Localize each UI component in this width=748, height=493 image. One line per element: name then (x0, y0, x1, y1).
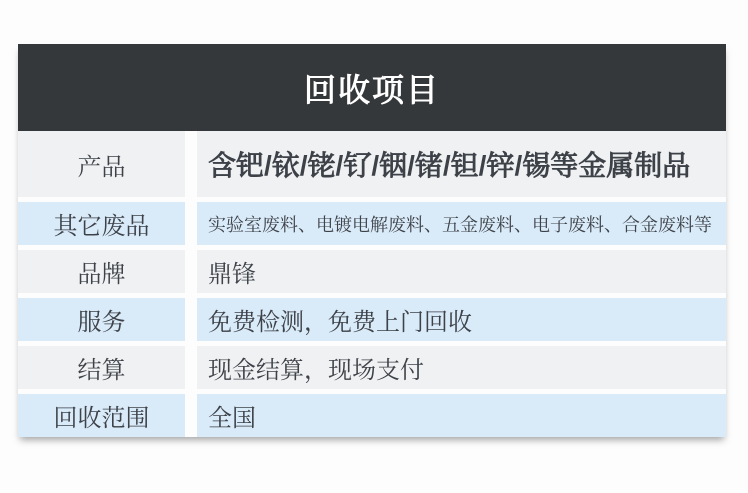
row-value: 鼎锋 (197, 250, 726, 293)
column-gap (185, 298, 197, 341)
table-title: 回收项目 (18, 44, 726, 131)
row-label: 服务 (18, 298, 185, 341)
column-gap (185, 394, 197, 437)
recycle-spec-table (18, 44, 726, 437)
table-row-service (18, 298, 726, 341)
row-label: 品牌 (18, 250, 185, 293)
row-value: 全国 (197, 394, 726, 437)
row-value: 含钯/铱/铑/钌/铟/锗/钽/锌/锡等金属制品 (197, 131, 726, 197)
row-label: 结算 (18, 346, 185, 389)
column-gap (185, 346, 197, 389)
row-label: 其它废品 (18, 202, 185, 245)
row-label: 回收范围 (18, 394, 185, 437)
table-row-other-waste (18, 202, 726, 245)
row-value: 实验室废料、电镀电解废料、五金废料、电子废料、合金废料等 (197, 202, 726, 245)
column-gap (185, 202, 197, 245)
column-gap (185, 250, 197, 293)
column-gap (185, 131, 197, 197)
row-value: 现金结算，现场支付 (197, 346, 726, 389)
row-label: 产品 (18, 131, 185, 197)
table-row-brand (18, 250, 726, 293)
row-value: 免费检测，免费上门回收 (197, 298, 726, 341)
table-row-scope (18, 394, 726, 437)
table-row-product (18, 131, 726, 197)
table-row-settlement (18, 346, 726, 389)
